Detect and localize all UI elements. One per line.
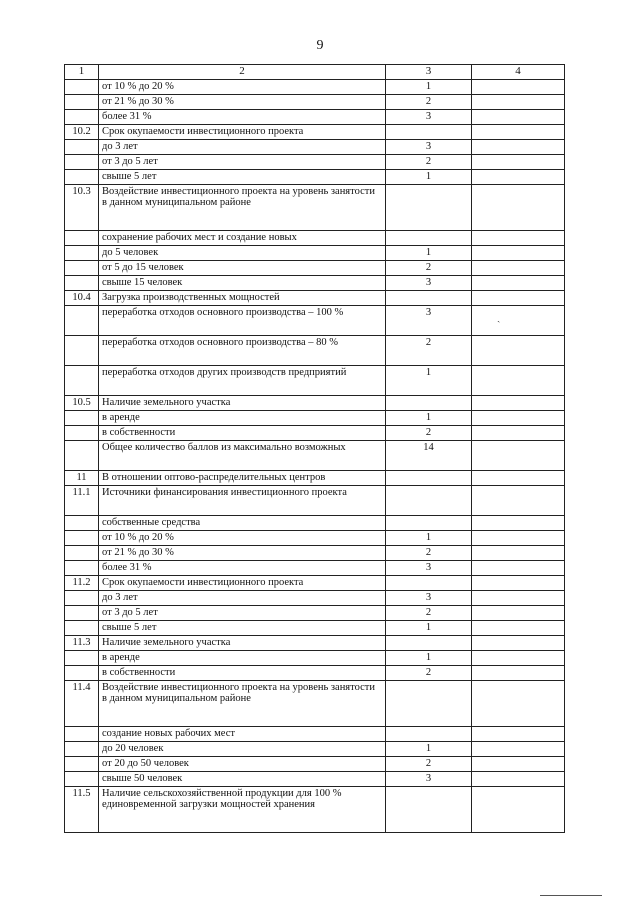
row-number xyxy=(65,650,99,665)
row-criterion: от 10 % до 20 % xyxy=(99,79,386,94)
row-number: 11.2 xyxy=(65,575,99,590)
row-number xyxy=(65,530,99,545)
row-score xyxy=(386,470,472,485)
row-extra xyxy=(472,365,565,395)
row-score: 1 xyxy=(386,79,472,94)
table-row xyxy=(65,635,565,650)
table-row xyxy=(65,275,565,290)
row-number: 11.1 xyxy=(65,485,99,515)
row-number: 10.5 xyxy=(65,395,99,410)
row-score xyxy=(386,786,472,832)
row-number xyxy=(65,560,99,575)
row-score xyxy=(386,575,472,590)
row-number xyxy=(65,410,99,425)
row-score: 3 xyxy=(386,109,472,124)
row-criterion: Срок окупаемости инвестиционного проекта xyxy=(99,575,386,590)
row-extra xyxy=(472,665,565,680)
row-number xyxy=(65,245,99,260)
row-score: 2 xyxy=(386,154,472,169)
row-number xyxy=(65,94,99,109)
row-number xyxy=(65,169,99,184)
row-score: 1 xyxy=(386,530,472,545)
row-score: 2 xyxy=(386,425,472,440)
row-number xyxy=(65,771,99,786)
row-criterion: до 5 человек xyxy=(99,245,386,260)
row-score: 2 xyxy=(386,94,472,109)
row-extra xyxy=(472,771,565,786)
row-number: 10.3 xyxy=(65,184,99,230)
row-extra xyxy=(472,124,565,139)
row-criterion: в собственности xyxy=(99,665,386,680)
table-row xyxy=(65,560,565,575)
row-criterion: от 21 % до 30 % xyxy=(99,94,386,109)
row-extra xyxy=(472,169,565,184)
row-number xyxy=(65,335,99,365)
row-number xyxy=(65,79,99,94)
row-number xyxy=(65,440,99,470)
row-criterion: собственные средства xyxy=(99,515,386,530)
row-extra xyxy=(472,260,565,275)
table-row xyxy=(65,169,565,184)
criteria-table xyxy=(64,64,565,833)
header-col-4: 4 xyxy=(472,65,565,80)
row-number xyxy=(65,665,99,680)
table-row xyxy=(65,365,565,395)
table-row xyxy=(65,425,565,440)
row-extra xyxy=(472,680,565,726)
row-score xyxy=(386,290,472,305)
row-score: 1 xyxy=(386,741,472,756)
row-number: 10.4 xyxy=(65,290,99,305)
row-number xyxy=(65,275,99,290)
row-criterion: свыше 5 лет xyxy=(99,169,386,184)
row-extra xyxy=(472,575,565,590)
row-score xyxy=(386,124,472,139)
row-number xyxy=(65,365,99,395)
table-row xyxy=(65,260,565,275)
row-extra xyxy=(472,726,565,741)
table-row xyxy=(65,771,565,786)
row-criterion: в аренде xyxy=(99,410,386,425)
row-criterion: Воздействие инвестиционного проекта на уровень занятости в данном муниципальном районе xyxy=(99,184,386,230)
row-number: 11.4 xyxy=(65,680,99,726)
row-score xyxy=(386,485,472,515)
row-criterion: Срок окупаемости инвестиционного проекта xyxy=(99,124,386,139)
bottom-rule xyxy=(540,895,602,896)
row-number xyxy=(65,756,99,771)
row-number: 11.5 xyxy=(65,786,99,832)
row-extra xyxy=(472,410,565,425)
row-score: 1 xyxy=(386,650,472,665)
table-row xyxy=(65,605,565,620)
row-score: 2 xyxy=(386,335,472,365)
table-row xyxy=(65,741,565,756)
row-criterion: Общее количество баллов из максимально возможных xyxy=(99,440,386,470)
row-number xyxy=(65,109,99,124)
row-criterion: до 20 человек xyxy=(99,741,386,756)
row-score: 3 xyxy=(386,590,472,605)
row-extra xyxy=(472,440,565,470)
row-score: 2 xyxy=(386,260,472,275)
row-score xyxy=(386,726,472,741)
table-row xyxy=(65,665,565,680)
table-header-row xyxy=(65,65,565,80)
header-col-2: 2 xyxy=(99,65,386,80)
row-extra xyxy=(472,94,565,109)
row-criterion: свыше 5 лет xyxy=(99,620,386,635)
stray-tick-mark: ˎ xyxy=(497,312,501,323)
row-score: 2 xyxy=(386,545,472,560)
row-number xyxy=(65,726,99,741)
row-score: 2 xyxy=(386,665,472,680)
row-extra xyxy=(472,605,565,620)
row-criterion: Наличие земельного участка xyxy=(99,635,386,650)
row-criterion: более 31 % xyxy=(99,109,386,124)
table-row xyxy=(65,245,565,260)
row-score: 3 xyxy=(386,305,472,335)
row-number xyxy=(65,515,99,530)
row-number xyxy=(65,545,99,560)
table-row xyxy=(65,154,565,169)
row-score: 1 xyxy=(386,410,472,425)
row-extra xyxy=(472,275,565,290)
row-number xyxy=(65,620,99,635)
header-col-3: 3 xyxy=(386,65,472,80)
row-criterion: от 10 % до 20 % xyxy=(99,530,386,545)
table-row xyxy=(65,184,565,230)
row-number xyxy=(65,260,99,275)
row-score: 1 xyxy=(386,365,472,395)
row-criterion: Источники финансирования инвестиционного проекта xyxy=(99,485,386,515)
row-criterion: Загрузка производственных мощностей xyxy=(99,290,386,305)
row-criterion: до 3 лет xyxy=(99,139,386,154)
table-row xyxy=(65,79,565,94)
row-extra xyxy=(472,590,565,605)
row-score: 2 xyxy=(386,605,472,620)
row-score: 3 xyxy=(386,275,472,290)
row-criterion: переработка отходов основного производства – 80 % xyxy=(99,335,386,365)
row-score xyxy=(386,230,472,245)
row-criterion: свыше 50 человек xyxy=(99,771,386,786)
row-score: 1 xyxy=(386,620,472,635)
row-criterion: переработка отходов других производств предприятий xyxy=(99,365,386,395)
row-extra xyxy=(472,230,565,245)
row-extra xyxy=(472,741,565,756)
row-extra xyxy=(472,515,565,530)
row-criterion: Воздействие инвестиционного проекта на уровень занятости в данном муниципальном районе xyxy=(99,680,386,726)
row-extra xyxy=(472,545,565,560)
row-number xyxy=(65,605,99,620)
row-score: 14 xyxy=(386,440,472,470)
table-row xyxy=(65,395,565,410)
table-row xyxy=(65,575,565,590)
row-score: 3 xyxy=(386,771,472,786)
table-row xyxy=(65,680,565,726)
row-number: 11.3 xyxy=(65,635,99,650)
row-number xyxy=(65,305,99,335)
row-criterion: Наличие земельного участка xyxy=(99,395,386,410)
table-row xyxy=(65,139,565,154)
row-extra xyxy=(472,305,565,335)
row-score xyxy=(386,635,472,650)
table-row xyxy=(65,290,565,305)
table-row xyxy=(65,530,565,545)
row-extra xyxy=(472,485,565,515)
table-row xyxy=(65,305,565,335)
row-criterion: В отношении оптово-распределительных центров xyxy=(99,470,386,485)
table-row xyxy=(65,109,565,124)
row-criterion: от 20 до 50 человек xyxy=(99,756,386,771)
row-number xyxy=(65,139,99,154)
table-row xyxy=(65,230,565,245)
row-score xyxy=(386,680,472,726)
row-extra xyxy=(472,635,565,650)
table-row xyxy=(65,470,565,485)
table-row xyxy=(65,786,565,832)
row-criterion: переработка отходов основного производства – 100 % xyxy=(99,305,386,335)
table-row xyxy=(65,756,565,771)
row-extra xyxy=(472,335,565,365)
row-extra xyxy=(472,245,565,260)
table-row xyxy=(65,485,565,515)
row-extra xyxy=(472,530,565,545)
row-extra xyxy=(472,154,565,169)
row-number xyxy=(65,230,99,245)
row-criterion: в аренде xyxy=(99,650,386,665)
table-row xyxy=(65,650,565,665)
row-extra xyxy=(472,786,565,832)
row-score xyxy=(386,184,472,230)
row-criterion: от 3 до 5 лет xyxy=(99,605,386,620)
row-score: 2 xyxy=(386,756,472,771)
row-number: 11 xyxy=(65,470,99,485)
row-criterion: от 5 до 15 человек xyxy=(99,260,386,275)
row-number xyxy=(65,425,99,440)
row-number xyxy=(65,154,99,169)
row-extra xyxy=(472,756,565,771)
table-row xyxy=(65,590,565,605)
table-row xyxy=(65,515,565,530)
row-criterion: от 21 % до 30 % xyxy=(99,545,386,560)
row-criterion: до 3 лет xyxy=(99,590,386,605)
row-criterion: свыше 15 человек xyxy=(99,275,386,290)
row-extra xyxy=(472,560,565,575)
row-number: 10.2 xyxy=(65,124,99,139)
row-score: 1 xyxy=(386,245,472,260)
row-score: 3 xyxy=(386,139,472,154)
row-number xyxy=(65,741,99,756)
row-extra xyxy=(472,620,565,635)
row-criterion: от 3 до 5 лет xyxy=(99,154,386,169)
row-criterion: сохранение рабочих мест и создание новых xyxy=(99,230,386,245)
table-row xyxy=(65,545,565,560)
table-row xyxy=(65,620,565,635)
row-score xyxy=(386,515,472,530)
page-number: 9 xyxy=(316,38,324,53)
row-criterion: в собственности xyxy=(99,425,386,440)
row-criterion: создание новых рабочих мест xyxy=(99,726,386,741)
row-criterion: Наличие сельскохозяйственной продукции для 100 % единовременной загрузки мощностей хранения xyxy=(99,786,386,832)
row-score xyxy=(386,395,472,410)
row-extra xyxy=(472,184,565,230)
row-extra xyxy=(472,109,565,124)
table-row xyxy=(65,335,565,365)
row-score: 1 xyxy=(386,169,472,184)
row-extra xyxy=(472,425,565,440)
row-extra xyxy=(472,650,565,665)
table-row xyxy=(65,410,565,425)
table-row xyxy=(65,440,565,470)
table-row xyxy=(65,94,565,109)
table-row xyxy=(65,726,565,741)
row-extra xyxy=(472,290,565,305)
row-score: 3 xyxy=(386,560,472,575)
row-number xyxy=(65,590,99,605)
header-col-1: 1 xyxy=(65,65,99,80)
row-extra xyxy=(472,470,565,485)
table-row xyxy=(65,124,565,139)
row-criterion: более 31 % xyxy=(99,560,386,575)
row-extra xyxy=(472,79,565,94)
row-extra xyxy=(472,139,565,154)
row-extra xyxy=(472,395,565,410)
